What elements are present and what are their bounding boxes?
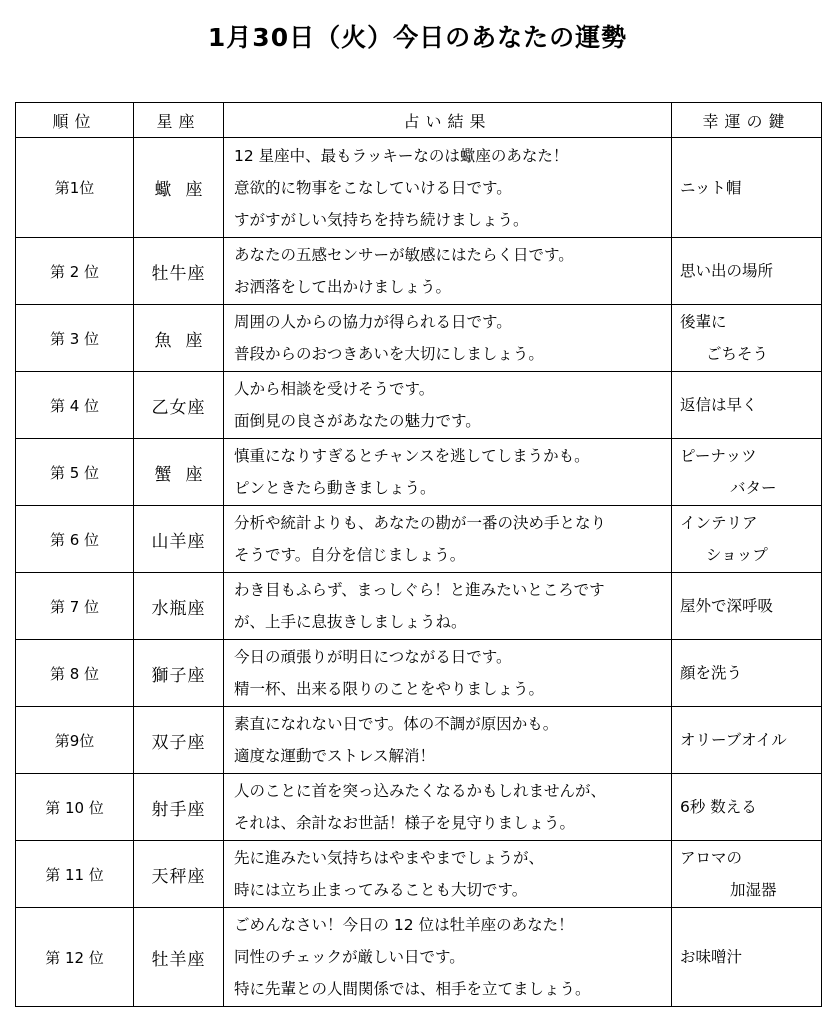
result-line: そうです。自分を信じましょう。	[234, 546, 466, 564]
table-row	[16, 640, 822, 707]
sign-cell: 牡羊座	[134, 908, 224, 1007]
table-row	[16, 841, 822, 908]
header-result: 占い結果	[224, 103, 672, 138]
table-row	[16, 138, 822, 238]
rank-cell: 第1位	[16, 138, 134, 238]
lucky-key-cell	[672, 439, 822, 506]
result-line: 今日の頑張りが明日につながる日です。	[234, 648, 512, 666]
table-row	[16, 506, 822, 573]
sign-cell: 魚座	[134, 305, 224, 372]
result-line: あなたの五感センサーが敏感にはたらく日です。	[234, 246, 574, 264]
table-row	[16, 372, 822, 439]
sign-cell: 乙女座	[134, 372, 224, 439]
result-line: ごめんなさい！今日の 12 位は牡羊座のあなた！	[234, 916, 574, 934]
lucky-key-cell	[672, 640, 822, 707]
header-rank: 順位	[16, 103, 134, 138]
table-row	[16, 238, 822, 305]
sign-cell: 蟹座	[134, 439, 224, 506]
rank-cell: 第 6 位	[16, 506, 134, 573]
table-row	[16, 439, 822, 506]
result-line: すがすがしい気持ちを持ち続けましょう。	[234, 210, 529, 229]
result-cell	[224, 138, 672, 238]
sign-cell: 射手座	[134, 774, 224, 841]
rank-cell: 第 8 位	[16, 640, 134, 707]
lucky-key-cell	[672, 774, 822, 841]
result-line: 先に進みたい気持ちはやまやまでしょうが、	[234, 849, 545, 867]
lucky-key-line: ニット帽	[680, 178, 742, 197]
lucky-key-cell	[672, 138, 822, 238]
lucky-key-line: 思い出の場所	[680, 262, 774, 280]
lucky-key-line: ピーナッツ	[680, 447, 757, 465]
result-cell	[224, 841, 672, 908]
result-line: それは、余計なお世話！様子を見守りましょう。	[234, 814, 576, 832]
lucky-key-line: 屋外で深呼吸	[680, 597, 774, 615]
result-cell	[224, 908, 672, 1007]
lucky-key-line: 顔を洗う	[680, 664, 743, 682]
result-cell	[224, 439, 672, 506]
result-cell	[224, 506, 672, 573]
lucky-key-cell	[672, 305, 822, 372]
result-cell	[224, 573, 672, 640]
result-cell	[224, 640, 672, 707]
rank-cell: 第 12 位	[16, 908, 134, 1007]
result-line: 人から相談を受けそうです。	[234, 380, 435, 398]
result-line: 適度な運動でストレス解消！	[234, 747, 436, 765]
result-line: 分析や統計よりも、あなたの勘が一番の決め手となり	[234, 514, 607, 532]
table-row	[16, 908, 822, 1007]
rank-cell: 第 3 位	[16, 305, 134, 372]
result-line: が、上手に息抜きしましょうね。	[234, 613, 467, 631]
horoscope-table	[15, 102, 822, 1007]
result-line: 素直になれない日です。体の不調が原因かも。	[234, 715, 559, 733]
lucky-key-cell	[672, 506, 822, 573]
lucky-key-cell	[672, 372, 822, 439]
lucky-key-line: ショップ	[706, 546, 768, 564]
lucky-key-cell	[672, 908, 822, 1007]
sign-cell: 水瓶座	[134, 573, 224, 640]
result-line: 周囲の人からの協力が得られる日です。	[234, 313, 512, 331]
lucky-key-line: オリーブオイル	[680, 731, 787, 749]
result-line: 同性のチェックが厳しい日です。	[234, 948, 465, 966]
page-title: 1月30日（火）今日のあなたの運勢	[207, 23, 628, 52]
sign-cell: 蠍座	[134, 138, 224, 238]
rank-cell: 第 4 位	[16, 372, 134, 439]
rank-cell: 第 5 位	[16, 439, 134, 506]
lucky-key-cell	[672, 707, 822, 774]
result-line: 時には立ち止まってみることも大切です。	[234, 881, 528, 899]
table-row	[16, 573, 822, 640]
result-line: 特に先輩との人間関係では、相手を立てましょう。	[234, 980, 591, 998]
result-line: お洒落をして出かけましょう。	[234, 278, 452, 296]
sign-cell: 天秤座	[134, 841, 224, 908]
result-cell	[224, 372, 672, 439]
result-cell	[224, 707, 672, 774]
lucky-key-line: アロマの	[680, 849, 743, 867]
result-line: 意欲的に物事をこなしていける日です。	[234, 178, 512, 197]
header-key: 幸運の鍵	[672, 103, 822, 138]
rank-cell: 第 7 位	[16, 573, 134, 640]
result-line: 慎重になりすぎるとチャンスを逃してしまうかも。	[234, 447, 590, 465]
lucky-key-line: インテリア	[680, 514, 758, 532]
lucky-key-cell	[672, 573, 822, 640]
result-line: 人のことに首を突っ込みたくなるかもしれませんが、	[234, 782, 607, 800]
table-row	[16, 774, 822, 841]
result-line: 普段からのおつきあいを大切にしましょう。	[234, 345, 544, 363]
lucky-key-line: 6秒 数える	[680, 798, 757, 816]
header-row	[16, 103, 822, 138]
lucky-key-line: 後輩に	[680, 313, 727, 331]
lucky-key-line: バター	[730, 479, 777, 497]
result-line: わき目もふらず、まっしぐら！と進みたいところです	[234, 581, 605, 599]
sign-cell: 双子座	[134, 707, 224, 774]
table-row	[16, 305, 822, 372]
lucky-key-line: ごちそう	[706, 345, 769, 363]
lucky-key-cell	[672, 238, 822, 305]
rank-cell: 第 2 位	[16, 238, 134, 305]
result-cell	[224, 238, 672, 305]
lucky-key-line: 加湿器	[730, 881, 777, 899]
lucky-key-cell	[672, 841, 822, 908]
lucky-key-line: お味噌汁	[680, 948, 743, 966]
result-cell	[224, 305, 672, 372]
rank-cell: 第 10 位	[16, 774, 134, 841]
result-line: 精一杯、出来る限りのことをやりましょう。	[234, 680, 545, 698]
result-line: 12 星座中、最もラッキーなのは蠍座のあなた！	[234, 146, 569, 165]
lucky-key-line: 返信は早く	[680, 396, 758, 414]
rank-cell: 第 11 位	[16, 841, 134, 908]
result-cell	[224, 774, 672, 841]
table-row	[16, 707, 822, 774]
sign-cell: 牡牛座	[134, 238, 224, 305]
result-line: ピンときたら動きましょう。	[234, 479, 436, 497]
header-sign: 星座	[134, 103, 224, 138]
sign-cell: 山羊座	[134, 506, 224, 573]
rank-cell: 第9位	[16, 707, 134, 774]
sign-cell: 獅子座	[134, 640, 224, 707]
result-line: 面倒見の良さがあなたの魅力です。	[234, 412, 481, 430]
